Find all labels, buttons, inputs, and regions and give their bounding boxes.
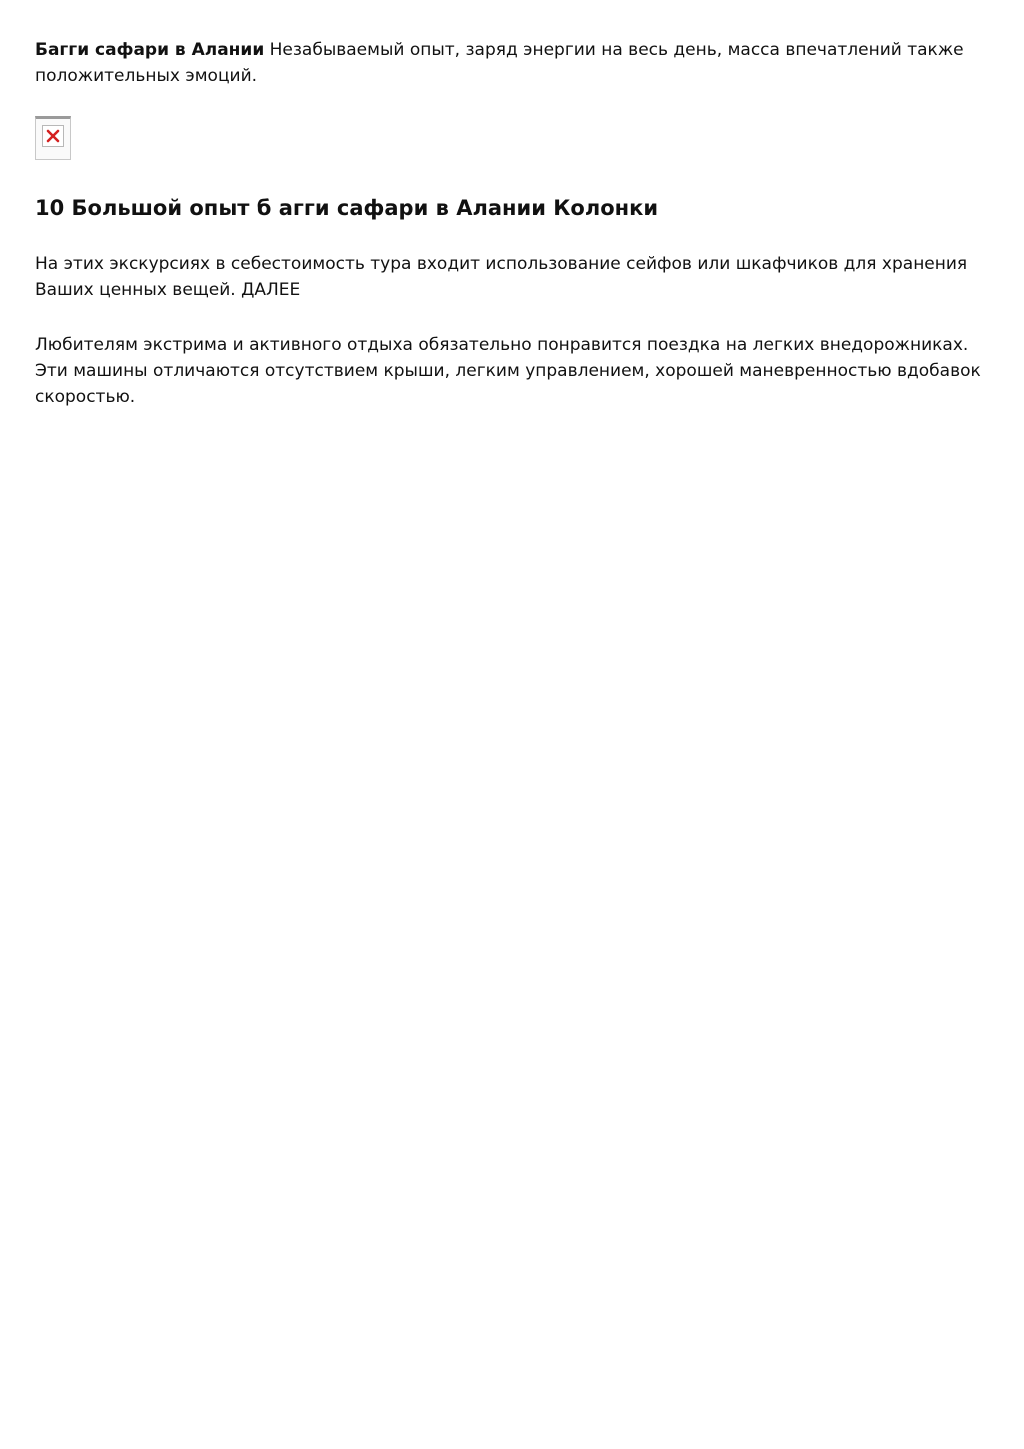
intro-paragraph (35, 37, 995, 89)
intro-text: Незабываемый опыт, заряд энергии на весь день, масса впечатлений также положительных эмоций. (35, 40, 964, 86)
broken-image-placeholder (35, 116, 71, 160)
paragraph-extreme-line-2: Эти машины отличаются отсутствием крыши, легким управлением, хорошей маневренностью вдобавок скоростью. (35, 361, 981, 407)
broken-image-icon (42, 125, 64, 147)
paragraph-extreme (35, 332, 995, 410)
section-heading: 10 Большой опыт б агги сафари в Алании Колонки (35, 196, 659, 220)
document-body (35, 37, 995, 410)
paragraph-storage: На этих экскурсиях в себестоимость тура входит использование сейфов или шкафчиков для хранения Ваших ценных вещей. ДАЛЕЕ (35, 254, 968, 300)
intro-bold-title: Багги сафари в Алании (35, 40, 265, 60)
paragraph-extreme-line-1: Любителям экстрима и активного отдыха обязательно понравится поездка на легких внедорожниках. (35, 335, 969, 355)
